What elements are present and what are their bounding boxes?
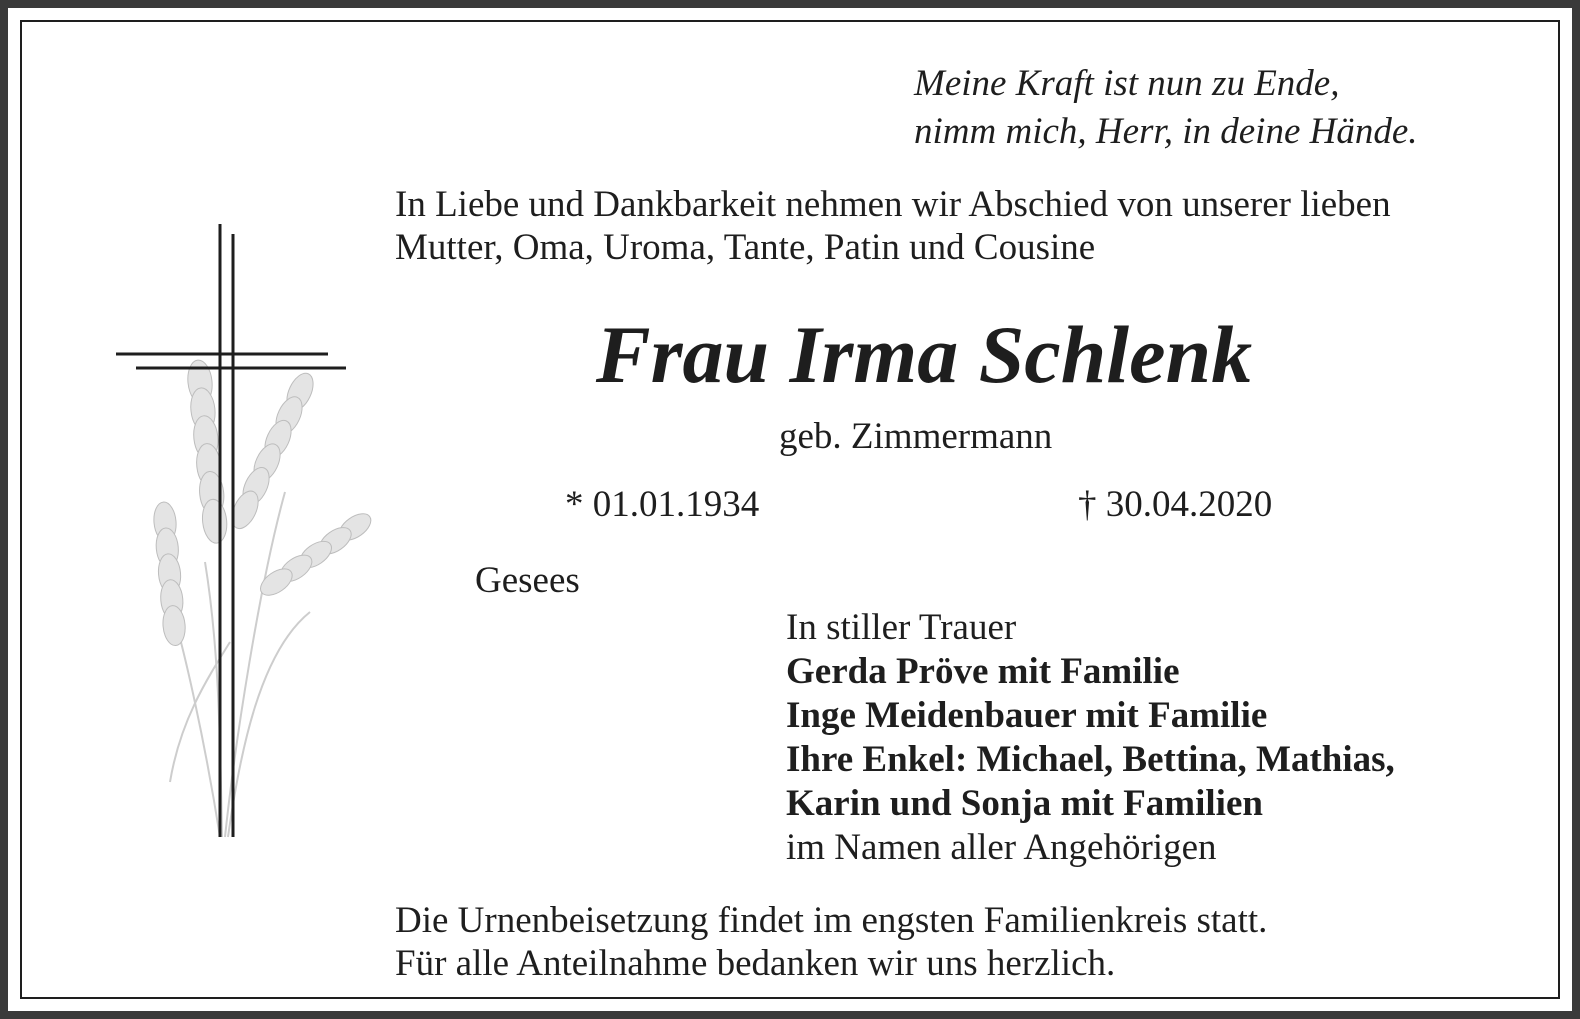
mourners-block bbox=[786, 606, 1395, 870]
intro-line-2: Mutter, Oma, Uroma, Tante, Patin und Cousine bbox=[395, 227, 1096, 268]
birth-date: * 01.01.1934 bbox=[565, 484, 760, 525]
card-border bbox=[20, 20, 1560, 999]
mourner-line: Inge Meidenbauer mit Familie bbox=[786, 695, 1268, 736]
closing-line-1: Die Urnenbeisetzung findet im engsten Familienkreis statt. bbox=[395, 900, 1268, 941]
obituary-card bbox=[8, 8, 1572, 1011]
closing-line-2: Für alle Anteilnahme bedanken wir uns herzlich. bbox=[395, 943, 1116, 984]
deceased-name: Frau Irma Schlenk bbox=[595, 309, 1253, 400]
mourner-line: Karin und Sonja mit Familien bbox=[786, 783, 1263, 824]
motto-line-1: Meine Kraft ist nun zu Ende, bbox=[914, 63, 1340, 104]
closing-text bbox=[395, 899, 1267, 985]
mourners-closing: im Namen aller Angehörigen bbox=[786, 827, 1217, 868]
mourner-line: Gerda Pröve mit Familie bbox=[786, 651, 1180, 692]
motto-line-2: nimm mich, Herr, in deine Hände. bbox=[914, 111, 1418, 152]
mourners-intro: In stiller Trauer bbox=[786, 607, 1017, 648]
motto-verse bbox=[914, 60, 1418, 156]
intro-text bbox=[395, 183, 1391, 269]
maiden-name: geb. Zimmermann bbox=[779, 416, 1053, 457]
place-name: Gesees bbox=[475, 560, 580, 601]
intro-line-1: In Liebe und Dankbarkeit nehmen wir Abschied von unserer lieben bbox=[395, 184, 1391, 225]
death-date: † 30.04.2020 bbox=[1078, 484, 1273, 525]
mourner-line: Ihre Enkel: Michael, Bettina, Mathias, bbox=[786, 739, 1395, 780]
